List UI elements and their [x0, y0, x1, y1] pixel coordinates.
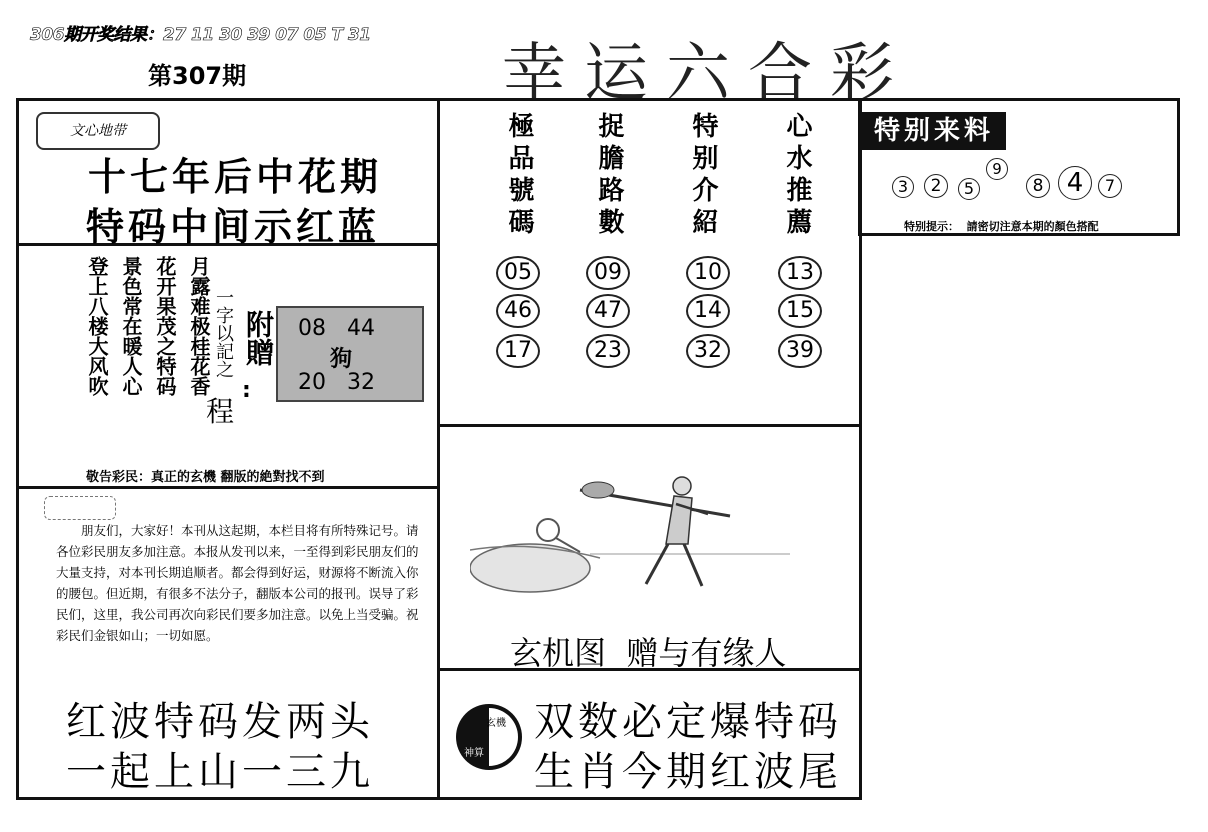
badge-bottom-text: 神算: [464, 748, 484, 759]
verse-line-2: 特码中间示红蓝: [86, 204, 381, 249]
gift-animal: 狗: [330, 347, 353, 372]
poem-column: 登上八楼大风吹: [85, 256, 109, 396]
divider-mid-1: [440, 424, 860, 427]
yin-yang-badge: [456, 704, 522, 770]
special-number: 2: [924, 174, 948, 198]
special-number: 4: [1058, 166, 1092, 200]
divider-left-2: [18, 486, 438, 489]
number-circle: 23: [586, 334, 630, 368]
mid-bottom-line-1: 双数必定爆特码: [534, 699, 842, 745]
verse-line-1: 十七年后中花期: [88, 154, 383, 199]
special-number: 5: [958, 178, 980, 200]
number-circle: 15: [778, 294, 822, 328]
special-title: 特别来料: [862, 112, 1006, 150]
section-tag: 文心地带: [36, 112, 160, 150]
special-tip: 特别提示： 請密切注意本期的顏色搭配: [904, 220, 1099, 233]
last-result: 306期开奖结果：27 11 30 39 07 05 T 31: [30, 25, 371, 45]
page-title: 幸运六合彩: [502, 37, 912, 111]
special-number: 8: [1026, 174, 1050, 198]
gift-row-1: 08 44: [298, 316, 375, 341]
number-circle: 17: [496, 334, 540, 368]
number-circle: 09: [586, 256, 630, 290]
special-number: 7: [1098, 174, 1122, 198]
number-circle: 32: [686, 334, 730, 368]
gift-colon: :: [242, 378, 251, 403]
issue-number: 第307期: [148, 62, 247, 90]
column-head: 心水推薦: [782, 112, 812, 240]
poem-column: 月露难极桂花香: [187, 256, 211, 396]
gift-label: 附贈: [242, 310, 275, 366]
poem-column: 景色常在暖人心: [119, 256, 143, 396]
gift-row-2: 20 32: [298, 370, 375, 395]
column-head: 特别介紹: [688, 112, 718, 240]
article-text: 朋友们，大家好！本刊从这起期，本栏目将有所特殊记号。请各位彩民朋友多加注意。本报从发刊以来，一至得到彩民朋友们的大量支持，对本刊长期追顺者。都会得到好运，财源将不断流入你的腰包。但近期，有很多不法分子，翻版本公司的报刊。误导了彩民们，这里，我公司再次向彩民们要多加注意。以免上当受骗。祝彩民们金银如山；一切如愿。: [56, 523, 419, 643]
number-circle: 14: [686, 294, 730, 328]
number-circle: 10: [686, 256, 730, 290]
notice-text: 敬告彩民：真正的玄機 翻版的絶對找不到: [86, 470, 325, 485]
divider-vertical: [437, 100, 440, 798]
poem-column: 花开果茂之特码: [153, 256, 177, 396]
illustration: [470, 444, 810, 610]
column-head: 極品號碼: [504, 112, 534, 240]
article-tag: [44, 496, 116, 520]
badge-top-text: 玄機: [486, 718, 506, 729]
gift-suffix: 程: [206, 395, 235, 428]
special-number: 3: [892, 176, 914, 198]
mid-bottom-line-2: 生肖今期红波尾: [534, 749, 842, 795]
number-circle: 39: [778, 334, 822, 368]
number-circle: 46: [496, 294, 540, 328]
gift-side-text: 一字以記之: [213, 288, 234, 378]
image-caption: 玄机图 赠与有缘人: [510, 634, 787, 672]
special-number: 9: [986, 158, 1008, 180]
column-head: 捉膽路數: [594, 112, 624, 240]
number-circle: 13: [778, 256, 822, 290]
poem: [84, 256, 214, 472]
gift-box: [276, 306, 424, 402]
left-bottom-line-2: 一起上山一三九: [66, 749, 374, 795]
number-circle: 05: [496, 256, 540, 290]
number-circle: 47: [586, 294, 630, 328]
left-bottom-line-1: 红波特码发两头: [66, 699, 374, 745]
